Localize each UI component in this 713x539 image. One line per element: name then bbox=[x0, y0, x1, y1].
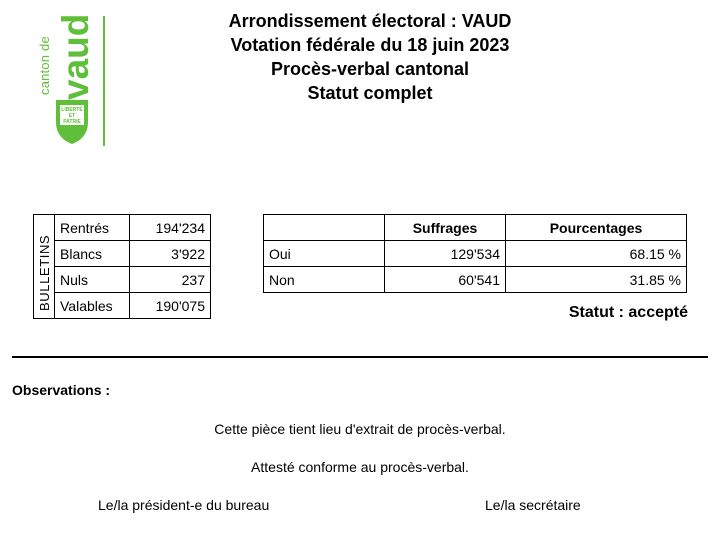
result-pourcentage: 68.15 % bbox=[506, 241, 687, 267]
table-row bbox=[264, 267, 687, 293]
bulletin-label: Blancs bbox=[55, 241, 130, 267]
bulletin-label: Nuls bbox=[55, 267, 130, 293]
shield-text-1: LIBERTÉ bbox=[61, 107, 83, 113]
bulletin-label: Rentrés bbox=[55, 215, 130, 241]
table-row bbox=[34, 293, 211, 319]
table-row bbox=[34, 241, 211, 267]
divider-line bbox=[12, 356, 708, 358]
result-label: Oui bbox=[264, 241, 385, 267]
title-line-1: Arrondissement électoral : VAUD bbox=[228, 11, 512, 31]
result-suffrages: 60'541 bbox=[385, 267, 506, 293]
bulletin-value: 194'234 bbox=[130, 215, 211, 241]
table-row bbox=[264, 241, 687, 267]
bulletin-value: 3'922 bbox=[130, 241, 211, 267]
table-header-row bbox=[264, 215, 687, 241]
logo-big-text: vaud bbox=[55, 13, 96, 100]
observations-heading: Observations : bbox=[12, 382, 111, 398]
certification-note: Attesté conforme au procès-verbal. bbox=[251, 459, 469, 475]
logo-divider bbox=[103, 16, 105, 146]
shield-text-3: PATRIE bbox=[63, 119, 81, 125]
shield-text-2: ET bbox=[68, 113, 76, 119]
bulletins-table bbox=[33, 214, 211, 319]
shield-icon bbox=[52, 96, 92, 146]
bulletin-label: Valables bbox=[55, 293, 130, 319]
bulletin-value: 237 bbox=[130, 267, 211, 293]
title-line-4: Statut complet bbox=[307, 83, 433, 103]
table-row bbox=[34, 267, 211, 293]
document-title bbox=[170, 9, 570, 105]
signature-secretary: Le/la secrétaire bbox=[485, 497, 581, 513]
status-text: Statut : accepté bbox=[568, 304, 688, 321]
bulletins-side-label: BULLETINS bbox=[37, 234, 52, 311]
empty-header-cell bbox=[264, 215, 385, 241]
table-row bbox=[34, 215, 211, 241]
pourcentages-header: Pourcentages bbox=[506, 215, 687, 241]
bulletin-value: 190'075 bbox=[130, 293, 211, 319]
signature-president: Le/la président-e du bureau bbox=[98, 497, 270, 513]
bulletins-side-cell bbox=[34, 215, 55, 319]
title-line-2: Votation fédérale du 18 juin 2023 bbox=[230, 35, 510, 55]
results-table bbox=[263, 214, 687, 293]
logo-small-text: canton de bbox=[37, 36, 52, 95]
suffrages-header: Suffrages bbox=[385, 215, 506, 241]
result-label: Non bbox=[264, 267, 385, 293]
title-line-3: Procès-verbal cantonal bbox=[270, 59, 470, 79]
extract-note: Cette pièce tient lieu d'extrait de procès-verbal. bbox=[214, 421, 506, 437]
result-suffrages: 129'534 bbox=[385, 241, 506, 267]
result-pourcentage: 31.85 % bbox=[506, 267, 687, 293]
